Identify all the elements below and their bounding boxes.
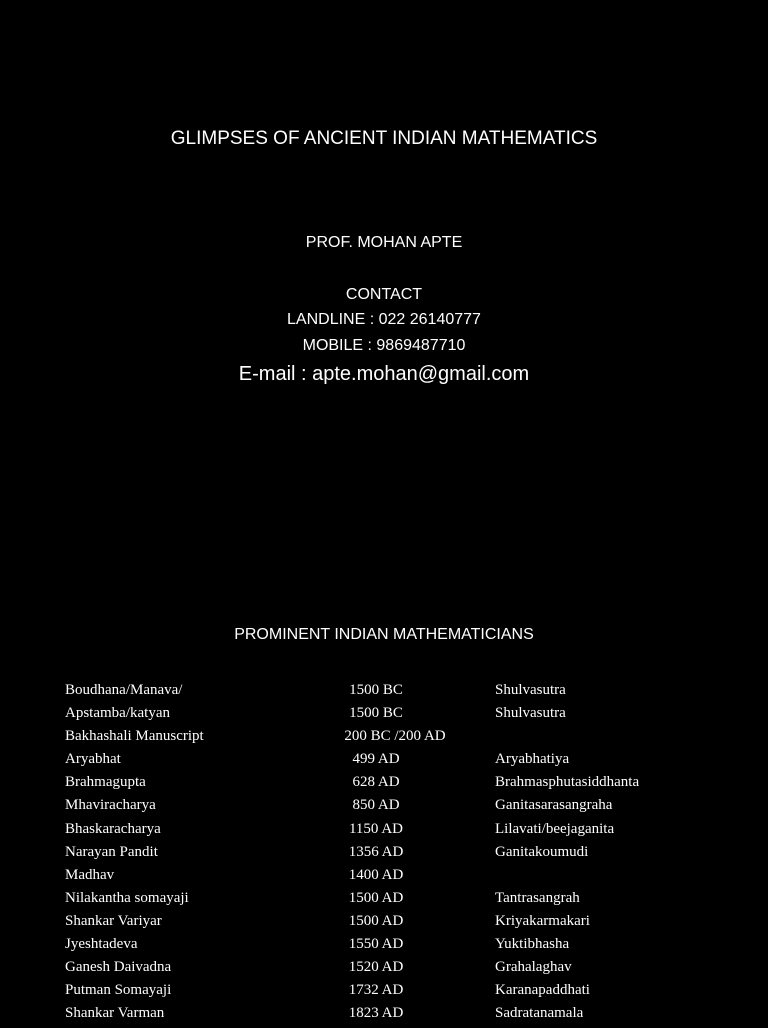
mathematician-name: Putman Somayaji [65,982,172,999]
mathematician-work: Sadratanamala [495,1005,584,1022]
table-row [0,936,768,959]
mathematician-name: Boudhana/Manava/ [65,682,183,698]
table-row [0,959,768,982]
mathematician-work: Grahalaghav [495,959,572,976]
mathematician-period: 1500 AD [348,889,404,906]
mathematician-name: Aryabhat [65,751,121,768]
mathematician-name: Nilakantha somayaji [65,889,189,906]
mathematician-work: Kriyakarmakari [495,912,590,929]
mathematician-name: Bakhashali Manuscript [65,728,204,745]
mathematicians-table [0,682,768,1028]
mathematicians-slide [0,576,768,1024]
mathematician-name: Shankar Variyar [65,912,162,929]
mathematician-period: 1400 AD [348,866,404,883]
mathematician-work: Brahmasphutasiddhanta [495,774,640,791]
mathematician-period: 499 AD [352,751,400,768]
mathematician-name: Madhav [65,866,115,883]
contact-heading: CONTACT [345,286,423,303]
mathematician-period: 1500 BC [349,705,403,722]
table-row [0,1005,768,1028]
table-row [0,705,768,728]
table-row [0,797,768,820]
mobile-number: MOBILE : 9869487710 [302,337,466,354]
mathematician-name: Shankar Varman [65,1005,165,1022]
table-row [0,890,768,913]
mathematician-period: 850 AD [352,797,400,814]
slide-title: GLIMPSES OF ANCIENT INDIAN MATHEMATICS [170,128,598,149]
table-row [0,844,768,867]
mathematician-work: Yuktibhasha [495,936,570,953]
mathematician-period: 1150 AD [348,820,404,837]
table-row [0,913,768,936]
table-row [0,774,768,797]
section-title: PROMINENT INDIAN MATHEMATICIANS [234,626,534,643]
mathematician-period: 1500 BC [349,682,403,698]
mathematician-work: Ganitasarasangraha [495,797,613,814]
mathematician-work: Shulvasutra [495,705,566,722]
mathematician-name: Apstamba/katyan [65,705,170,722]
mathematician-work: Shulvasutra [495,682,566,698]
mathematician-name: Mhaviracharya [65,797,156,814]
mathematician-name: Narayan Pandit [65,843,158,860]
mathematician-work: Ganitakoumudi [495,843,589,860]
table-row [0,682,768,705]
mathematician-period: 1520 AD [348,959,404,976]
mathematician-name: Brahmagupta [65,774,146,791]
table-row [0,982,768,1005]
mathematician-period: 1500 AD [348,912,404,929]
landline-number: LANDLINE : 022 26140777 [287,311,481,328]
mathematician-period: 1356 AD [348,843,404,860]
author-name: PROF. MOHAN APTE [305,234,463,251]
mathematician-work: Karanapaddhati [495,982,590,999]
mathematician-work: Tantrasangrah [495,889,580,906]
mathematician-period: 200 BC /200 AD [344,728,446,745]
table-row [0,821,768,844]
table-row [0,728,768,751]
table-row [0,751,768,774]
email-address: E-mail : apte.mohan@gmail.com [238,363,530,385]
mathematician-period: 1550 AD [348,936,404,953]
mathematician-work: Lilavati/beejaganita [495,820,615,837]
mathematician-name: Ganesh Daivadna [65,959,172,976]
table-row [0,867,768,890]
mathematician-period: 1732 AD [348,982,404,999]
mathematician-period: 1823 AD [348,1005,404,1022]
mathematician-period: 628 AD [352,774,400,791]
mathematician-name: Bhaskaracharya [65,820,161,837]
mathematician-name: Jyeshtadeva [65,936,138,953]
mathematician-work: Aryabhatiya [495,751,570,768]
